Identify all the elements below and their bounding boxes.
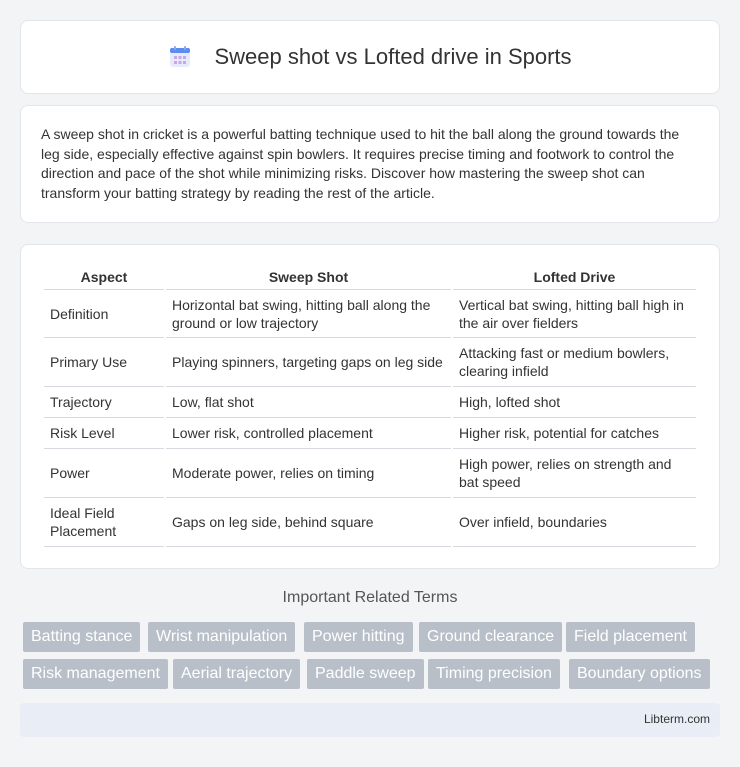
table-row <box>44 338 696 387</box>
table-row <box>44 498 696 547</box>
footer <box>20 703 720 737</box>
table-cell: Lower risk, controlled placement <box>166 418 451 449</box>
table-cell: Horizontal bat swing, hitting ball along the ground or low trajectory <box>166 290 451 338</box>
table-row <box>44 387 696 418</box>
table-row <box>44 449 696 498</box>
table-row <box>44 290 696 338</box>
table-cell: High power, relies on strength and bat speed <box>453 449 696 498</box>
related-term-tag[interactable]: Ground clearance <box>419 622 562 652</box>
related-term-tag[interactable]: Paddle sweep <box>307 659 424 689</box>
table-row <box>44 418 696 449</box>
related-term-tag[interactable]: Batting stance <box>23 622 140 652</box>
table-cell: Attacking fast or medium bowlers, clearing infield <box>453 338 696 387</box>
table-cell: Primary Use <box>44 338 164 387</box>
table-cell: Moderate power, relies on timing <box>166 449 451 498</box>
table-cell: Ideal Field Placement <box>44 498 164 547</box>
table-header-row <box>44 265 696 290</box>
comparison-table-card <box>20 244 720 569</box>
intro-text: A sweep shot in cricket is a powerful batting technique used to hit the ball along the ground towards the leg side, especially effective against spin bowlers. It requires precise timing and footwork to control the direction and pace of the shot while minimizing risks. Discover how mastering the sweep shot can transform your batting strategy by reading the rest of the article. <box>41 126 680 201</box>
related-term-tag[interactable]: Field placement <box>566 622 695 652</box>
header-sweep-shot: Sweep Shot <box>166 265 451 290</box>
related-term-tag[interactable]: Boundary options <box>569 659 710 689</box>
table-cell: Definition <box>44 290 164 338</box>
table-cell: High, lofted shot <box>453 387 696 418</box>
header-lofted-drive: Lofted Drive <box>453 265 696 290</box>
related-term-tag[interactable]: Risk management <box>23 659 168 689</box>
table-cell: Low, flat shot <box>166 387 451 418</box>
table-cell: Playing spinners, targeting gaps on leg side <box>166 338 451 387</box>
page-title: Sweep shot vs Lofted drive in Sports <box>214 44 572 69</box>
table-cell: Trajectory <box>44 387 164 418</box>
title-card <box>20 20 720 94</box>
header-aspect: Aspect <box>44 265 164 290</box>
table-cell: Gaps on leg side, behind square <box>166 498 451 547</box>
related-term-tag[interactable]: Aerial trajectory <box>173 659 300 689</box>
table-cell: Power <box>44 449 164 498</box>
related-term-tag[interactable]: Timing precision <box>428 659 560 689</box>
comparison-table <box>42 265 698 547</box>
table-cell: Higher risk, potential for catches <box>453 418 696 449</box>
table-cell: Vertical bat swing, hitting ball high in the air over fielders <box>453 290 696 338</box>
footer-site-link[interactable]: Libterm.com <box>643 712 710 726</box>
table-cell: Over infield, boundaries <box>453 498 696 547</box>
table-cell: Risk Level <box>44 418 164 449</box>
intro-card <box>20 105 720 223</box>
related-term-tag[interactable]: Wrist manipulation <box>148 622 295 652</box>
related-terms-title: Important Related Terms <box>282 589 458 606</box>
calendar-grid-icon <box>168 45 192 69</box>
related-term-tag[interactable]: Power hitting <box>304 622 413 652</box>
